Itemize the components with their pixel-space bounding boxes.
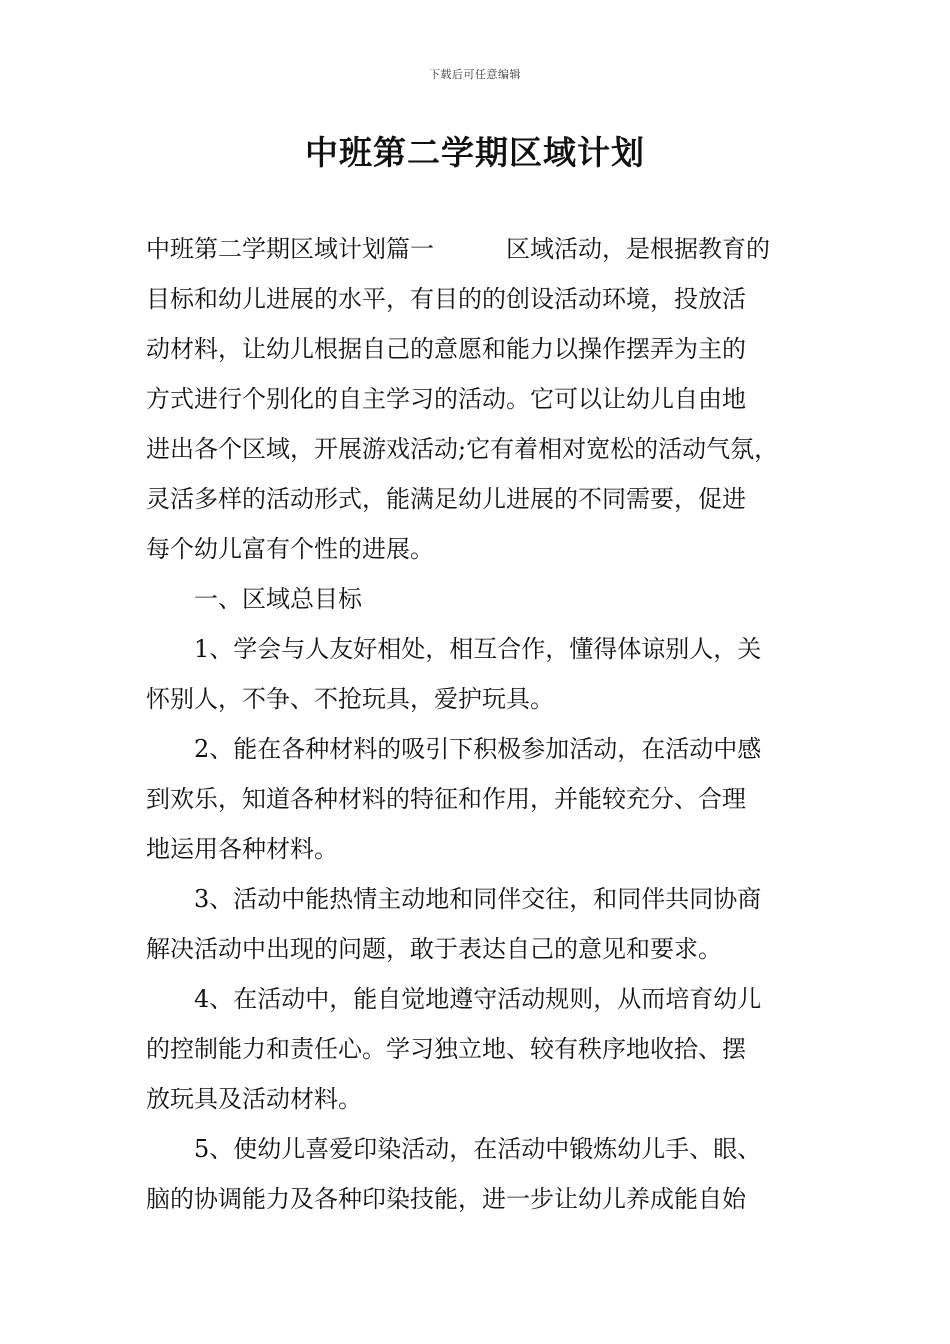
paragraph-line: 脑的协调能力及各种印染技能，进一步让幼儿养成能自始 (146, 1185, 746, 1213)
paragraph-line: 动材料，让幼儿根据自己的意愿和能力以操作摆弄为主的 (146, 335, 746, 363)
paragraph-line: 方式进行个别化的自主学习的活动。它可以让幼儿自由地 (146, 385, 746, 413)
paragraph-line: 5、使幼儿喜爱印染活动，在活动中锻炼幼儿手、眼、 (194, 1135, 762, 1163)
paragraph-line (146, 224, 810, 274)
paragraph-line: 灵活多样的活动形式，能满足幼儿进展的不同需要，促进 (146, 485, 746, 513)
document-body (146, 224, 810, 1224)
paragraph-line: 1、学会与人友好相处，相互合作，懂得体谅别人，关 (194, 635, 762, 663)
paragraph-text: 区域活动，是根据教育的 (506, 235, 770, 263)
paragraph-line: 地运用各种材料。 (146, 835, 338, 863)
paragraph-line: 4、在活动中，能自觉地遵守活动规则，从而培育幼儿 (194, 985, 762, 1013)
paragraph-line: 怀别人，不争、不抢玩具，爱护玩具。 (146, 685, 554, 713)
document-title: 中班第二学期区域计划 (305, 133, 645, 172)
section-heading: 一、区域总目标 (194, 585, 362, 613)
paragraph-line: 2、能在各种材料的吸引下积极参加活动，在活动中感 (194, 735, 762, 763)
header-note: 下载后可任意编辑 (429, 68, 521, 81)
paragraph-line: 3、活动中能热情主动地和同伴交往，和同伴共同协商 (194, 885, 762, 913)
paragraph-line: 的控制能力和责任心。学习独立地、较有秩序地收拾、摆 (146, 1035, 746, 1063)
paragraph-line: 目标和幼儿进展的水平，有目的的创设活动环境，投放活 (146, 285, 746, 313)
section-heading-inline: 中班第二学期区域计划篇一 (146, 235, 434, 263)
paragraph-line: 进出各个区域，开展游戏活动;它有着相对宽松的活动气氛， (146, 435, 779, 463)
paragraph-line: 解决活动中出现的问题，敢于表达自己的意见和要求。 (146, 935, 722, 963)
paragraph-line: 每个幼儿富有个性的进展。 (146, 535, 434, 563)
paragraph-line: 放玩具及活动材料。 (146, 1085, 362, 1113)
paragraph-line: 到欢乐，知道各种材料的特征和作用，并能较充分、合理 (146, 785, 746, 813)
